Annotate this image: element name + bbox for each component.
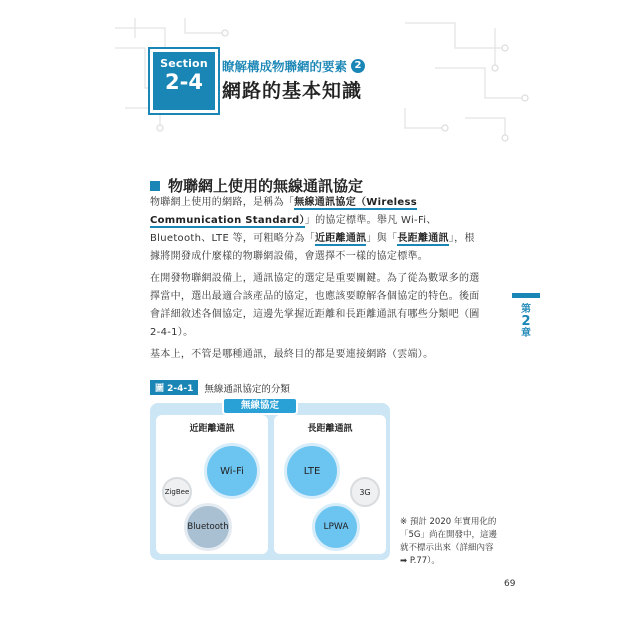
bubble-zigbee: ZigBee <box>162 477 192 507</box>
heading-text: 物聯網上使用的無線通訊協定 <box>168 177 364 195</box>
long-range-panel <box>274 415 386 554</box>
figure-caption <box>150 380 290 395</box>
p1-text-c: 」與「 <box>366 233 398 244</box>
long-range-title: 長距離通訊 <box>307 424 353 434</box>
section-label: Section <box>160 57 208 70</box>
short-range-title: 近距離通訊 <box>189 424 235 434</box>
chapter-suffix: 章 <box>521 328 531 339</box>
figure-badge: 圖 2-4-1 <box>150 380 198 395</box>
page-number: 69 <box>504 579 516 589</box>
p1-text-b: 」的協定標準。舉凡 Wi-Fi、Bluetooth、LTE 等，可粗略分為「 <box>150 215 437 244</box>
paragraph-1 <box>150 194 483 266</box>
highlight-long-range: 長距離通訊 <box>397 233 449 244</box>
bubble-bluetooth: Bluetooth <box>184 503 232 551</box>
short-range-panel <box>156 415 268 554</box>
bubble-wifi: Wi-Fi <box>204 443 260 499</box>
chapter-tab <box>512 293 540 351</box>
chapter-tab-bar <box>512 293 540 298</box>
bubble-lte: LTE <box>284 443 340 499</box>
footnote: ※ 預計 2020 年實用化的「5G」尚在開發中，這邊就不標示出來（詳細內容➡ P.77）。 <box>400 517 497 566</box>
figure-caption-text: 無線通訊協定的分類 <box>204 383 290 395</box>
section-heading <box>150 175 363 196</box>
subtitle-text: 瞭解構成物聯網的要素 <box>222 59 348 74</box>
section-number: 2-4 <box>165 70 203 94</box>
diagram-header: 無線協定 <box>222 397 298 415</box>
p1-text-d: 」，根據將開發成什麼樣的物聯網設備，會選擇不一樣的協定標準。 <box>150 233 475 262</box>
p1-text-a: 物聯網上使用的網路，是稱為「 <box>150 197 295 208</box>
section-badge <box>150 49 218 113</box>
chapter-prefix: 第 <box>521 304 531 315</box>
bubble-3g: 3G <box>350 477 380 507</box>
subtitle-number-badge: 2 <box>351 59 365 73</box>
paragraph-2: 在開發物聯網設備上，通訊協定的選定是重要關鍵。為了從為數眾多的選擇當中，選出最適合該產品的協定，也應該要瞭解各個協定的特色。後面會詳細敘述各個協定，這邊先掌握近距離和長距離通訊有哪些分類吧（圖 2-4-1）。 <box>150 273 480 338</box>
highlight-short-range: 近距離通訊 <box>314 233 367 244</box>
square-bullet-icon <box>150 181 160 191</box>
section-subtitle <box>222 57 365 75</box>
page-title: 網路的基本知識 <box>222 80 363 102</box>
highlight-wireless-standard: 無線通訊協定（Wireless Communication Standard） <box>150 197 417 226</box>
chapter-number: 2 <box>521 314 531 329</box>
paragraph-3: 基本上，不管是哪種通訊，最終目的都是要連接網路（雲端）。 <box>150 349 434 360</box>
bubble-lpwa: LPWA <box>312 503 360 551</box>
